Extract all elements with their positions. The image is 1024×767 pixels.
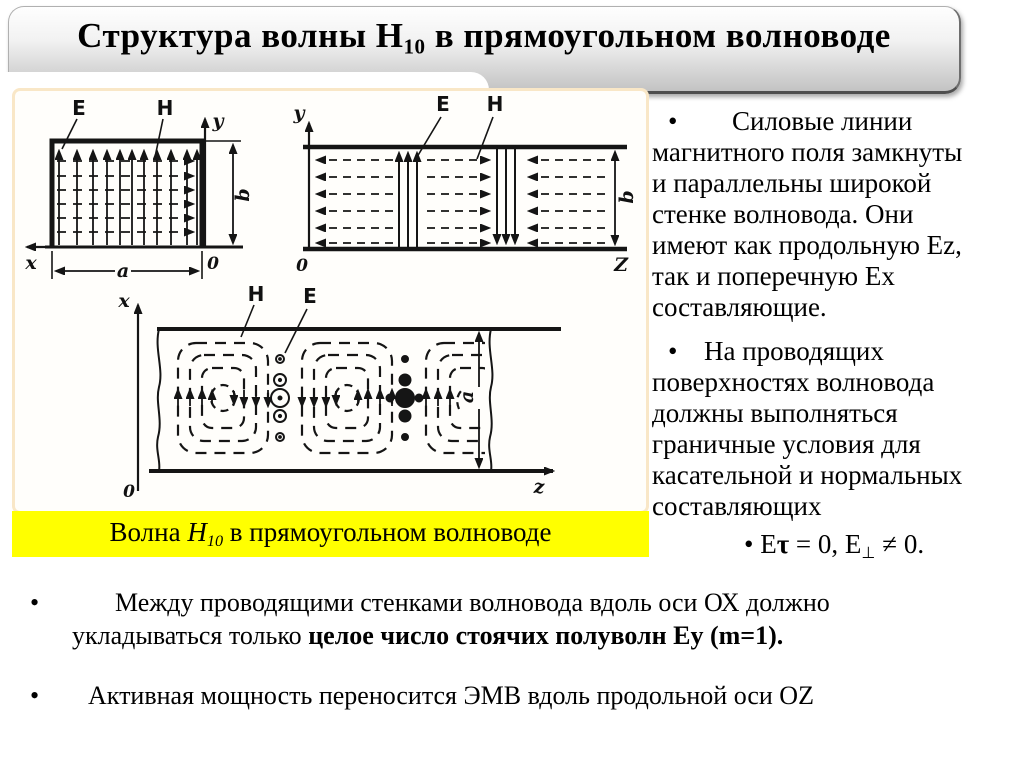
dim-b-label: b: [616, 190, 638, 204]
x-axis-label: x: [25, 252, 37, 274]
caption-suffix: в прямоугольном волноводе: [223, 516, 552, 547]
y-axis-label: y: [293, 102, 305, 124]
text-line: должны выполняться: [652, 398, 898, 428]
e-field-label: E: [72, 96, 86, 120]
torn-edge-left: [157, 329, 160, 471]
e-label-leader: [62, 119, 77, 149]
h-loop-2-arrows: [302, 390, 392, 406]
caption-mode-subscript: 10: [206, 532, 224, 551]
bullet-marker: •: [744, 529, 761, 559]
bottom-bullet1-line1: Между проводящими стенками волновода вдоль оси ОХ должно: [115, 588, 830, 617]
text-line: имеют как продольную Еz,: [652, 230, 962, 260]
text-line: составляющих: [652, 491, 822, 521]
bottom-bullet2-text: Активная мощность переносится ЭМВ вдоль продольной оси ОZ: [88, 681, 814, 710]
h-field-label: H: [156, 96, 174, 120]
e-field-arrows: [59, 151, 197, 245]
diagram-panel: [12, 88, 649, 514]
dim-b-label: b: [232, 188, 254, 202]
origin-label: 0: [207, 254, 219, 274]
text-line: составляющие.: [652, 292, 827, 322]
e-field-up-lines: [399, 153, 417, 247]
title-suffix: в прямоугольном волноводе: [425, 16, 891, 55]
bullet-marker: •: [668, 106, 678, 136]
e-field-label: E: [436, 92, 450, 116]
text-line: Силовые линии: [732, 106, 913, 136]
h-field-label: H: [486, 92, 504, 116]
right-text-column: [652, 106, 1014, 569]
highlighted-caption: [12, 511, 649, 557]
h-label-leader: [241, 305, 254, 337]
text-line: стенке волновода. Они: [652, 199, 914, 229]
z-axis-label: Z: [614, 254, 628, 276]
origin-label: 0: [296, 256, 308, 276]
text-line: поверхностях волновода: [652, 367, 935, 397]
text-line: граничные условия для: [652, 429, 921, 459]
bullet-paragraph-1: [652, 106, 1014, 323]
dim-a-label: a: [116, 260, 130, 282]
text-segment-bold: целое число стоячих полуволн Еy (m=1).: [308, 621, 784, 650]
origin-label: 0: [123, 482, 135, 502]
h-field-left-group: [317, 160, 393, 243]
title-prefix: Структура волны H: [77, 16, 404, 55]
e-label-leader: [417, 117, 441, 157]
formula-part: ≠ 0.: [875, 529, 925, 559]
dim-a-label: a: [456, 390, 478, 404]
torn-edge-right: [489, 329, 492, 471]
y-axis-label: y: [212, 110, 224, 132]
bullet-marker: •: [30, 681, 40, 710]
page-title: [77, 16, 891, 60]
top-view-diagram: [113, 282, 575, 507]
caption-text: [110, 517, 552, 551]
text-line: На проводящих: [704, 336, 884, 366]
formula-part: = 0, Е: [789, 529, 862, 559]
bullet-paragraph-2: [652, 336, 1014, 522]
cross-section-diagram: [17, 95, 297, 307]
side-view-diagram: [291, 92, 643, 307]
e-field-down-lines: [497, 149, 515, 243]
x-axis-label: x: [118, 290, 130, 312]
bullet-marker: •: [30, 588, 40, 617]
text-line: так и поперечную Еx: [652, 261, 895, 291]
title-subscript: 10: [403, 34, 426, 59]
e-field-into-page: [386, 356, 423, 441]
h-field-label: H: [247, 282, 265, 306]
formula-part: Е: [760, 529, 777, 559]
text-line: магнитного поля замкнуты: [652, 137, 963, 167]
boundary-condition-formula: [652, 529, 1014, 569]
bottom-bullet1-line2: [72, 621, 783, 651]
h-loop-1: [178, 343, 268, 453]
caption-prefix: Волна: [109, 516, 188, 547]
h-loop-2: [302, 343, 392, 453]
h-field-middle-group: [427, 160, 489, 243]
h-loop-1-arrows: [178, 390, 268, 406]
bullet-marker: •: [668, 336, 678, 366]
e-field-out-dots: [278, 358, 282, 439]
formula-perp-subscript: ⊥: [861, 544, 876, 563]
caption-mode-letter: H: [187, 516, 207, 547]
h-label-leader: [477, 117, 493, 159]
h-field-right-group: [529, 160, 605, 243]
text-line: касательной и нормальных: [652, 460, 963, 490]
formula-tau: τ: [776, 529, 790, 559]
text-segment: укладываться только: [72, 621, 309, 650]
text-line: и параллельны широкой: [652, 168, 932, 198]
h-label-leader: [155, 119, 163, 157]
e-field-label: E: [303, 284, 317, 308]
z-axis-label: z: [533, 476, 545, 498]
